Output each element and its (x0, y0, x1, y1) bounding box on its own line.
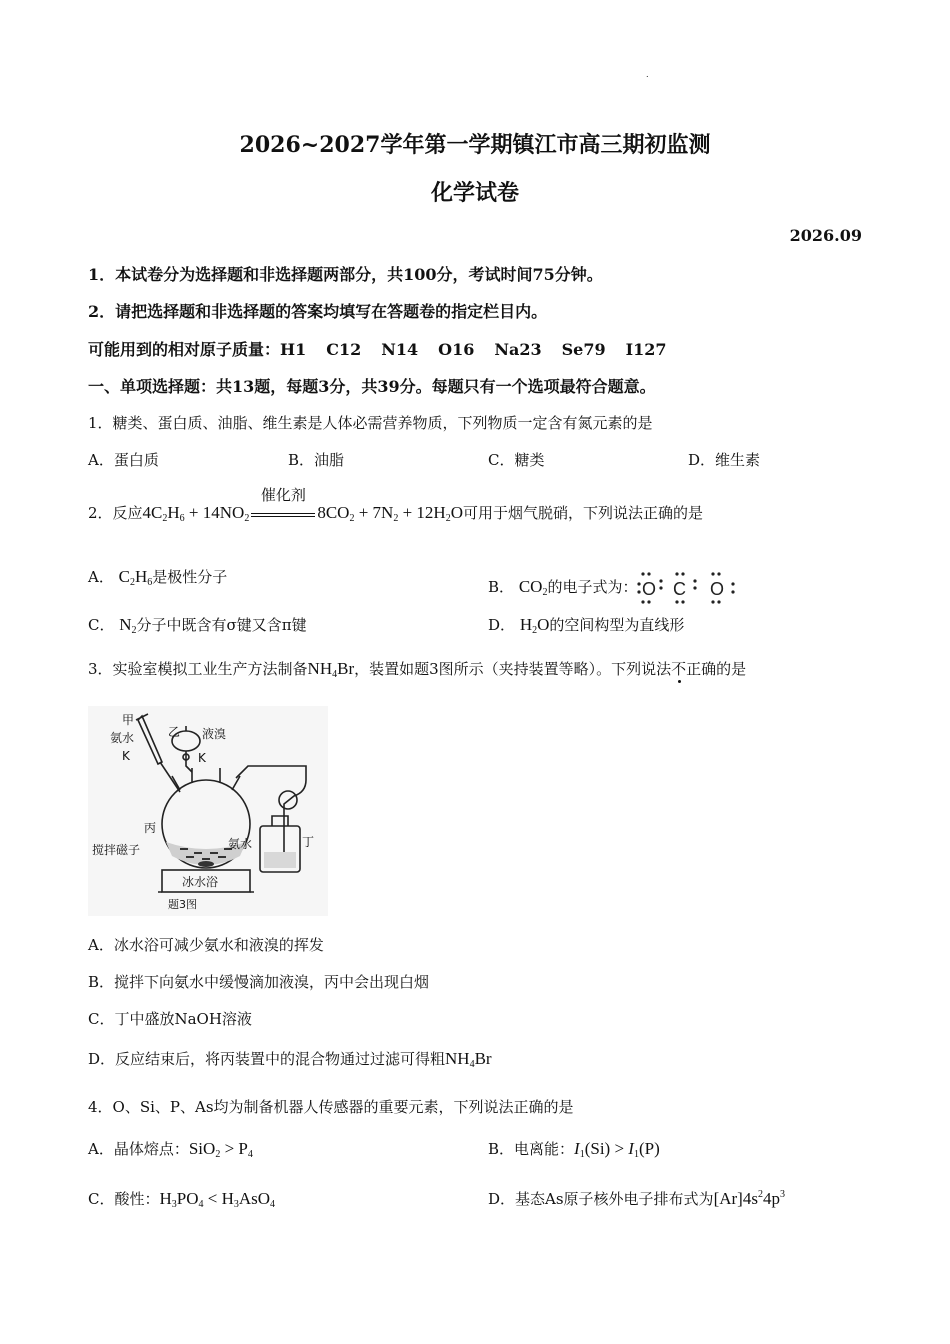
mass-o: O16 (438, 340, 475, 359)
label-bing: 丙 (144, 821, 157, 835)
exam-title: 2026~2027学年第一学期镇江市高三期初监测 (239, 132, 711, 158)
q2-prefix: 2．反应 (88, 504, 143, 522)
q1-option-c: C．糖类 (488, 451, 545, 469)
q2-suffix: 可用于烟气脱硝，下列说法正确的是 (462, 504, 703, 522)
q3-option-d: D．反应结束后，将丙装置中的混合物通过过滤可得粗$NH_4Br$ (88, 1049, 492, 1070)
q4-stem: 4．O、Si、P、As均为制备机器人传感器的重要元素，下列说法正确的是 (88, 1098, 574, 1116)
figure-caption: 题3图 (168, 898, 197, 911)
q2-equation-right: $8CO_2 + 7N_2 + 12H_2O$ (317, 503, 463, 524)
q4-option-b: B．电离能：$I_1(Si) > I_1(P)$ (488, 1139, 660, 1160)
q3-option-a: A．冰水浴可减少氨水和液溴的挥发 (88, 936, 324, 954)
note-2: 2．请把选择题和非选择题的答案均填写在答题卷的指定栏目内。 (88, 302, 548, 321)
q2-option-b: B． $CO_2$的电子式为： O C O (488, 566, 745, 610)
q3-option-b: B．搅拌下向氨水中缓慢滴加液溴，丙中会出现白烟 (88, 973, 430, 991)
label-bromine: 液溴 (202, 727, 227, 741)
q1-stem: 1．糖类、蛋白质、油脂、维生素是人体必需营养物质，下列物质一定含有氮元素的是 (88, 414, 653, 432)
label-ammonia-1: 氨水 (110, 731, 135, 745)
mass-h: H1 (280, 340, 307, 359)
label-jia: 甲 (122, 713, 135, 727)
atomic-mass-line (88, 337, 667, 360)
speck: . (646, 70, 649, 79)
label-yi: 乙 (168, 725, 181, 739)
q2-catalyst: 催化剂 (260, 486, 306, 504)
q4-option-c: C．酸性：$H_3PO_4 < H_3AsO_4$ (88, 1189, 276, 1210)
q3-option-c: C．丁中盛放NaOH溶液 (88, 1010, 252, 1028)
q4-option-a: A．晶体熔点：$SiO_2 > P_4$ (88, 1139, 253, 1160)
q3-emphasis: 不 (671, 660, 687, 678)
label-stirrer: 搅拌磁子 (92, 843, 141, 857)
label-k1: K (122, 749, 130, 763)
label-ding: 丁 (302, 835, 315, 849)
q1-option-b: B．油脂 (288, 451, 345, 469)
mass-na: Na23 (494, 340, 542, 359)
section-title: 一、单项选择题：共13题，每题3分，共39分。每题只有一个选项最符合题意。 (88, 377, 656, 396)
catalyst-arrow (251, 486, 315, 522)
q2-option-d: D． $H_2O$的空间构型为直线形 (488, 615, 685, 636)
q2-option-a: A． $C_2H_6$是极性分子 (88, 567, 228, 588)
q2-option-c: C． $N_2$分子中既含有σ键又含π键 (88, 615, 307, 636)
mass-n: N14 (381, 340, 419, 359)
mass-i: I127 (625, 340, 667, 359)
label-ammonia-2: 氨水 (228, 837, 253, 851)
stir-bar (198, 861, 214, 867)
q2-equation-left: $4C_2H_6 + 14NO_2$ (142, 503, 250, 524)
lewis-c: C (673, 579, 687, 599)
label-ice-bath: 冰水浴 (182, 875, 219, 889)
label-k2: K (198, 751, 206, 765)
lewis-o-left: O (642, 579, 657, 599)
note-1: 1．本试卷分为选择题和非选择题两部分，共100分，考试时间75分钟。 (88, 265, 603, 284)
q1-option-a: A．蛋白质 (88, 451, 159, 469)
q3-stem: 3．实验室模拟工业生产方法制备$NH_4Br$，装置如题3图所示（夹持装置等略）。下列说法不正确的是 (88, 659, 747, 680)
lewis-o-right: O (710, 579, 725, 599)
q4-option-d: D．基态As原子核外电子排布式为$[Ar]4s^24p^3$ (488, 1189, 785, 1208)
mass-se: Se79 (561, 340, 606, 359)
exam-subject: 化学试卷 (430, 180, 519, 206)
atomic-mass-label: 可能用到的相对原子质量： (88, 340, 281, 359)
mass-c: C12 (326, 340, 362, 359)
exam-date: 2026.09 (789, 226, 862, 245)
q2-stem (88, 486, 703, 524)
q1-option-d: D．维生素 (688, 451, 761, 469)
co2-lewis-structure (637, 566, 745, 610)
apparatus-figure (88, 706, 328, 916)
